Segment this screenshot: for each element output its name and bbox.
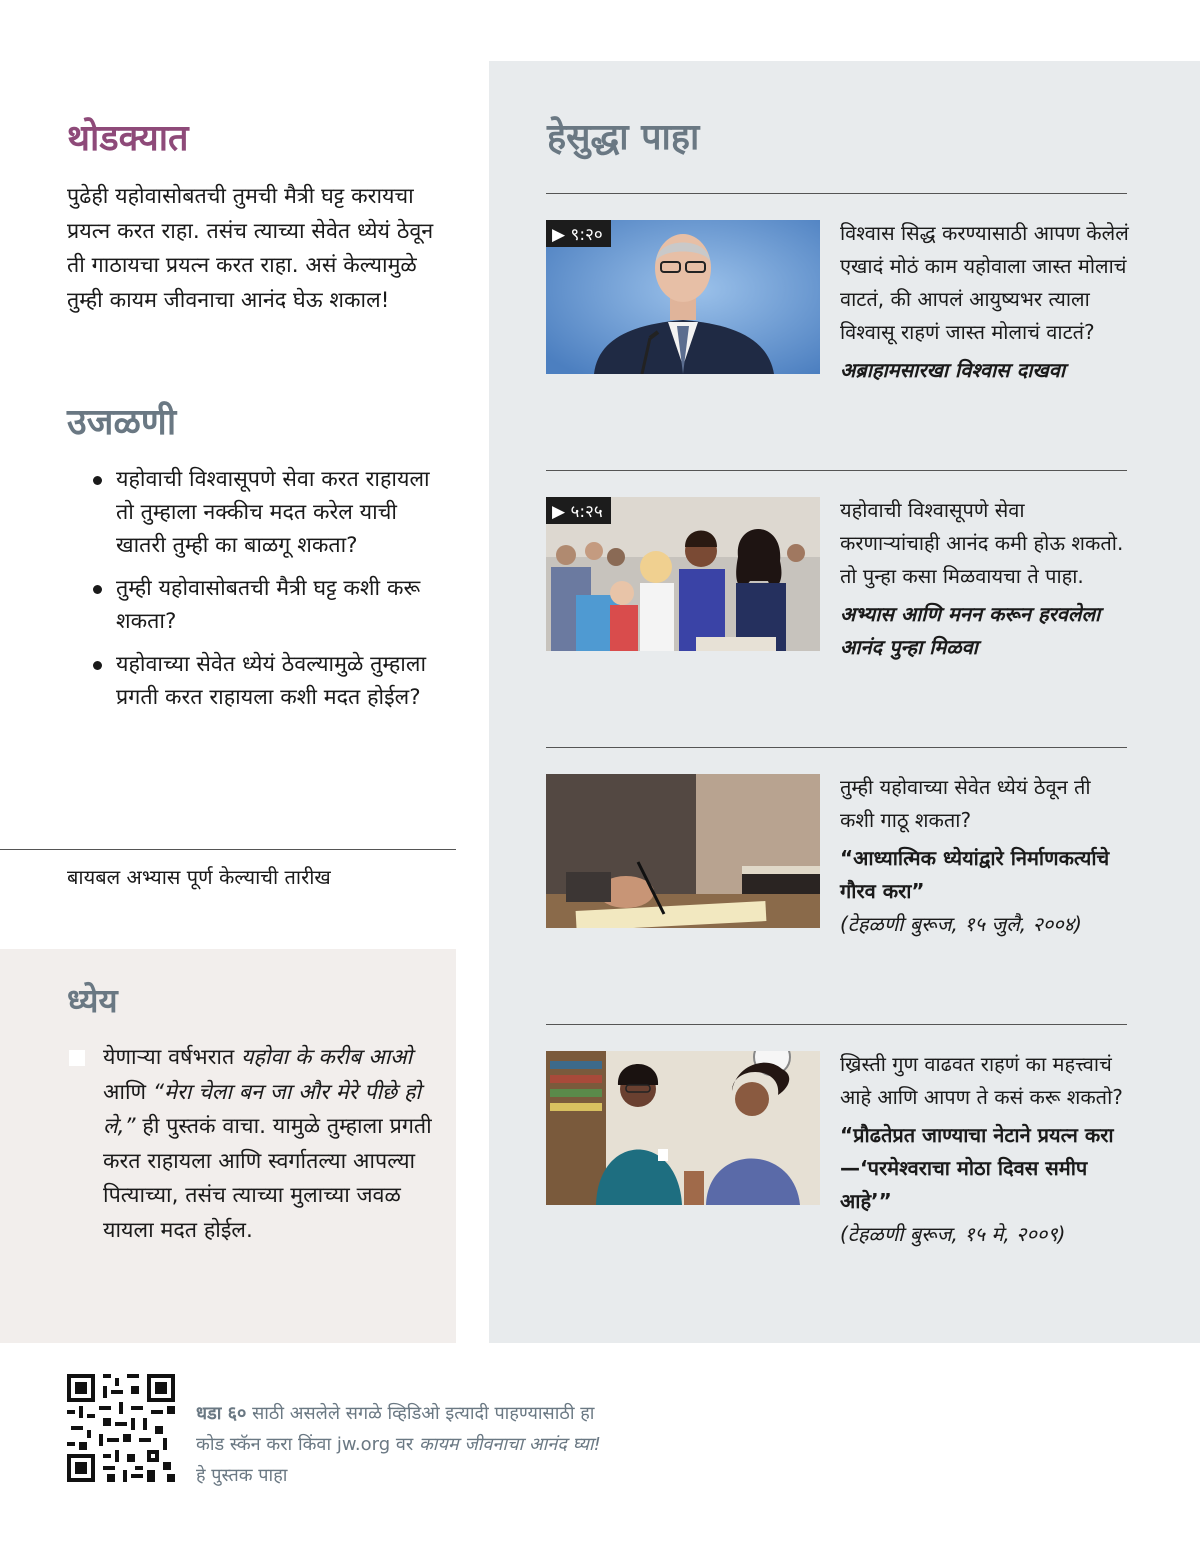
card-text (840, 771, 1130, 941)
card-question: ख्रिस्ती गुण वाढवत राहणं का महत्त्वाचं आहे आणि आपण ते कसं करू शकतो? (840, 1052, 1123, 1109)
writing-image (546, 774, 820, 928)
see-also-panel (489, 61, 1200, 1343)
qr-code-icon[interactable] (67, 1374, 175, 1482)
summary-text: पुढेही यहोवासोबतची तुमची मैत्री घट्ट करायचा प्रयत्न करत राहा. तसंच त्याच्या सेवेत ध्येयं ठेवून ती गाठायचा प्रयत्न करत राहा. असं केल्यामुळे तुम्ही कायम जीवनाचा आनंद घेऊ शकाल! (67, 184, 434, 313)
divider (546, 1024, 1127, 1025)
goal-title: ध्येय (67, 981, 118, 1020)
see-also-card (546, 1024, 1127, 1304)
review-item: यहोवाची विश्‍वासूपणे सेवा करत राहायला तो तुम्हाला नक्कीच मदत करेल याची खातरी तुम्ही का बाळगू शकता? (88, 463, 433, 562)
video-link[interactable]: अभ्यास आणि मनन करून हरवलेला आनंद पुन्हा मिळवा (840, 602, 1101, 659)
video-duration: ▶ ५:२५ (546, 497, 611, 524)
video-thumbnail[interactable] (546, 497, 820, 651)
see-also-card (546, 193, 1127, 423)
goal-book-1: यहोवा के करीब आओ (241, 1045, 413, 1070)
card-question: तुम्ही यहोवाच्या सेवेत ध्येयं ठेवून ती कशी गाठू शकता? (840, 775, 1091, 832)
review-item: तुम्ही यहोवासोबतची मैत्री घट्ट कशी करू शकता? (88, 572, 433, 638)
completion-date-line[interactable] (0, 849, 456, 850)
card-question: यहोवाची विश्‍वासूपणे सेवा करणाऱ्यांचाही आनंद कमी होऊ शकतो. तो पुन्हा कसा मिळवायचा ते पाहा. (840, 498, 1124, 588)
review-list (88, 463, 433, 724)
summary-title: थोडक्यात (67, 118, 189, 159)
card-question: विश्‍वास सिद्ध करण्यासाठी आपण केलेलं एखादं मोठं काम यहोवाला जास्त मोलाचं वाटतं, की आपलं आयुष्यभर त्याला विश्‍वासू राहणं जास्त मोलाचं वाटतं? (840, 221, 1129, 344)
goal-text-and: आणि (103, 1079, 153, 1105)
see-also-card (546, 470, 1127, 700)
card-text (840, 1048, 1130, 1251)
footer-text (196, 1398, 616, 1491)
article-link[interactable]: “आध्यात्मिक ध्येयांद्वारे निर्माणकर्त्याचे गौरव करा” (840, 846, 1110, 903)
article-thumbnail[interactable] (546, 774, 820, 928)
goal-checkbox[interactable] (69, 1050, 85, 1066)
card-text (840, 494, 1130, 664)
see-also-title: हेसुद्धा पाहा (547, 117, 700, 158)
lesson-number: धडा ६० (196, 1403, 247, 1424)
video-link[interactable]: अब्राहामसारखा विश्‍वास दाखवा (840, 358, 1066, 382)
article-link[interactable]: “प्रौढतेप्रत जाण्याचा नेटाने प्रयत्न करा—‘परमेश्‍वराचा मोठा दिवस समीप आहे’” (840, 1123, 1114, 1213)
footer-text-before: साठी असलेले सगळे व्हिडिओ इत्यादी पाहण्यासाठी हा कोड स्कॅन करा किंवा jw.org वर (196, 1403, 595, 1455)
goal-book-2: “मेरा चेला बन जा और मेरे पीछे हो ले,” (103, 1079, 421, 1139)
article-thumbnail[interactable] (546, 1051, 820, 1205)
review-item: यहोवाच्या सेवेत ध्येयं ठेवल्यामुळे तुम्हाला प्रगती करत राहायला कशी मदत होईल? (88, 648, 433, 714)
review-title: उजळणी (67, 402, 177, 443)
article-source: (टेहळणी बुरूज, १५ मे, २००९) (840, 1222, 1066, 1246)
video-thumbnail[interactable] (546, 220, 820, 374)
goal-text-suffix: ही पुस्तकं वाचा. यामुळे तुम्हाला प्रगती करत राहायला आणि स्वर्गातल्या आपल्या पित्याच्या, तसंच त्याच्या मुलाच्या जवळ यायला मदत होईल. (103, 1114, 432, 1243)
goal-text (103, 1041, 433, 1248)
footer-text-after: हे पुस्तक पाहा (196, 1465, 288, 1486)
goal-box (0, 949, 456, 1343)
book-title: कायम जीवनाचा आनंद घ्या! (418, 1434, 601, 1455)
goal-text-prefix: येणाऱ्या वर्षभरात (103, 1045, 242, 1070)
article-source: (टेहळणी बुरूज, १५ जुलै, २००४) (840, 912, 1082, 936)
divider (546, 470, 1127, 471)
nurses-image (546, 1051, 820, 1205)
video-duration: ▶ ९:२० (546, 220, 611, 247)
card-text (840, 217, 1130, 387)
divider (546, 747, 1127, 748)
divider (546, 193, 1127, 194)
completion-date-label: बायबल अभ्यास पूर्ण केल्याची तारीख (67, 865, 331, 889)
see-also-card (546, 747, 1127, 977)
